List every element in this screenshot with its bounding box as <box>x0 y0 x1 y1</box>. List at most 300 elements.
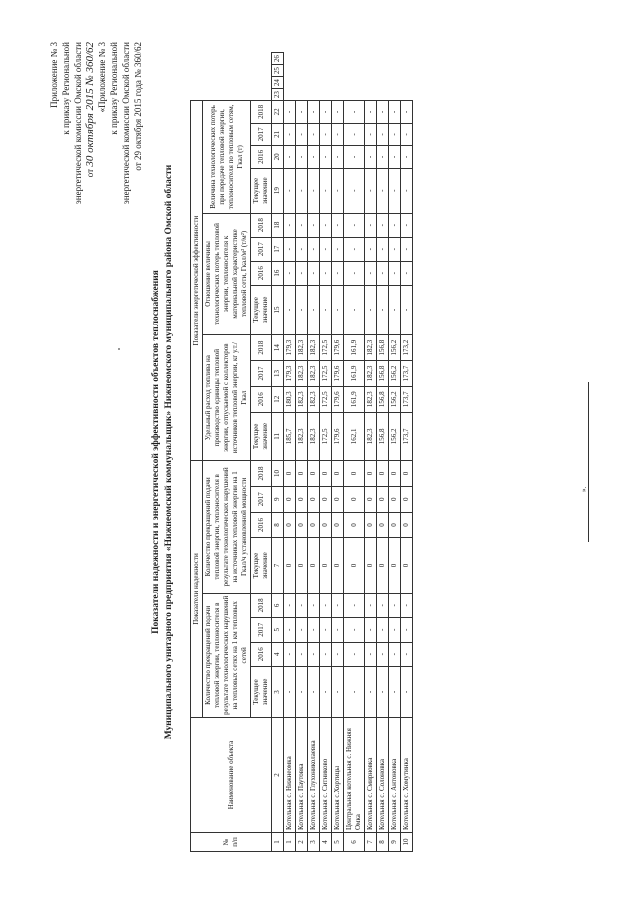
table-cell: 172,5 <box>320 361 332 387</box>
table-cell: - <box>308 593 320 617</box>
table-cell: - <box>332 101 344 124</box>
table-cell: - <box>401 123 413 146</box>
table-cell: - <box>296 593 308 617</box>
table-cell: 156,8 <box>377 386 389 412</box>
table-cell: - <box>320 146 332 169</box>
header-col-d: Отношение величины технологических потерь тепловой энергии, теплоносителя к материальной характеристике тепловой сети, Гкал/м² (т/м²) <box>203 213 251 335</box>
table-cell: - <box>377 213 389 237</box>
header-year: 2017 <box>251 361 272 387</box>
table-row <box>344 53 365 852</box>
table-cell: - <box>401 285 413 335</box>
header-object: Наименование объекта <box>191 718 272 833</box>
table-cell: - <box>389 146 401 169</box>
table-cell: - <box>332 213 344 237</box>
column-number: 13 <box>272 361 284 387</box>
table-cell: - <box>320 237 332 261</box>
table-cell: - <box>365 618 377 642</box>
table-cell: 0 <box>401 486 413 512</box>
table-cell: - <box>377 666 389 717</box>
table-cell: - <box>332 168 344 213</box>
table-cell: - <box>332 593 344 617</box>
table-cell: - <box>344 101 365 124</box>
table-cell: 156,2 <box>389 412 401 460</box>
table-cell: 173,7 <box>401 386 413 412</box>
table-cell: - <box>320 261 332 285</box>
table-cell: - <box>308 168 320 213</box>
table-cell: - <box>332 123 344 146</box>
table-cell: - <box>377 237 389 261</box>
row-object-name: Котельная с. Антоновка <box>389 718 401 833</box>
table-cell: - <box>389 666 401 717</box>
table-cell: 0 <box>308 538 320 593</box>
table-cell: - <box>332 237 344 261</box>
column-number: 3 <box>272 666 284 717</box>
header-year: 2016 <box>251 261 272 285</box>
column-number: 11 <box>272 412 284 460</box>
table-cell: 0 <box>308 512 320 538</box>
table-cell: 161,9 <box>344 386 365 412</box>
table-cell: - <box>389 285 401 335</box>
table-cell: - <box>377 101 389 124</box>
row-number: 8 <box>377 833 389 852</box>
table-cell: - <box>401 146 413 169</box>
table-cell: - <box>344 123 365 146</box>
table-cell: 0 <box>365 512 377 538</box>
table-cell: 182,3 <box>308 386 320 412</box>
document-title <box>150 32 176 872</box>
table-cell: 180,3 <box>284 386 296 412</box>
table-cell: - <box>344 237 365 261</box>
table-cell: - <box>284 261 296 285</box>
table-cell: 172,5 <box>320 412 332 460</box>
title-line: Показатели надежности и энергетической эффективности объектов теплоснабжения <box>151 270 161 634</box>
table-cell: - <box>320 666 332 717</box>
appendix-line: к приказу Региональной <box>61 42 71 135</box>
table-cell: - <box>320 618 332 642</box>
table-cell: 0 <box>389 512 401 538</box>
column-number-row <box>272 53 284 852</box>
table-cell: - <box>332 285 344 335</box>
table-cell: 0 <box>332 486 344 512</box>
header-year: 2018 <box>251 335 272 361</box>
table-cell: 0 <box>401 538 413 593</box>
table-cell: - <box>296 285 308 335</box>
header-reliability: Показатели надежности <box>191 461 203 718</box>
column-number: 22 <box>272 101 284 124</box>
table-cell: 0 <box>332 461 344 487</box>
table-cell: 0 <box>308 461 320 487</box>
table-cell: - <box>401 618 413 642</box>
table-cell: 0 <box>332 538 344 593</box>
table-cell: 0 <box>320 512 332 538</box>
table-cell: - <box>296 261 308 285</box>
header-year: 2016 <box>251 386 272 412</box>
table-cell: - <box>377 593 389 617</box>
table-cell: - <box>320 101 332 124</box>
table-cell: 179,3 <box>284 361 296 387</box>
table-cell: - <box>365 237 377 261</box>
header-col-c: Удельный расход топлива на производство единицы тепловой энергии, отпускаемой с коллекторов источников тепловой энергии, кг у.т./Гкал <box>203 335 251 461</box>
table-cell: - <box>389 237 401 261</box>
table-cell: - <box>389 593 401 617</box>
table-cell: - <box>401 237 413 261</box>
row-object-name: Котельная с. Глухониколаевка <box>308 718 320 833</box>
appendix-prefix: от <box>85 168 95 178</box>
table-cell: - <box>344 642 365 666</box>
header-year: 2016 <box>251 146 272 169</box>
table-cell: 161,9 <box>344 361 365 387</box>
table-cell: - <box>365 593 377 617</box>
table-cell: - <box>377 261 389 285</box>
header-year: 2018 <box>251 101 272 124</box>
table-cell: 0 <box>377 538 389 593</box>
column-number: 15 <box>272 285 284 335</box>
header-current: Текущее значение <box>251 666 272 717</box>
appendix-block <box>48 42 144 204</box>
table-cell: - <box>320 123 332 146</box>
table-cell: - <box>284 123 296 146</box>
table-cell: 0 <box>377 486 389 512</box>
row-object-name: Котельная с. Паутовка <box>296 718 308 833</box>
table-cell: 182,3 <box>308 412 320 460</box>
table-cell: 0 <box>320 538 332 593</box>
column-number: 23 <box>272 89 284 101</box>
table-cell: 182,3 <box>365 361 377 387</box>
table-cell: - <box>401 213 413 237</box>
table-cell: 0 <box>365 486 377 512</box>
column-number: 2 <box>272 718 284 833</box>
table-cell: - <box>296 666 308 717</box>
table-cell: - <box>344 666 365 717</box>
table-cell: 182,3 <box>296 412 308 460</box>
column-number: 14 <box>272 335 284 361</box>
row-object-name: Центральная котельная с. Нижняя Омка <box>344 718 365 833</box>
header-year: 2017 <box>251 237 272 261</box>
table-cell: - <box>377 285 389 335</box>
appendix-line: «Приложение № 3 <box>97 42 107 113</box>
row-number: 9 <box>389 833 401 852</box>
column-number: 21 <box>272 123 284 146</box>
table-row <box>308 53 320 852</box>
table-cell: - <box>344 168 365 213</box>
table-cell: - <box>377 618 389 642</box>
row-number: 5 <box>332 833 344 852</box>
header-year: 2018 <box>251 593 272 617</box>
appendix-line: к приказу Региональной <box>109 42 119 135</box>
table-cell: 182,3 <box>296 335 308 361</box>
table-cell: 0 <box>365 538 377 593</box>
table-cell: 179,3 <box>284 335 296 361</box>
title-line: Муниципального унитарного предприятия «Нижнеомский коммунальщик» Нижнеомского муниципального района Омской области <box>164 164 174 740</box>
column-number: 26 <box>272 53 284 65</box>
table-cell: - <box>365 101 377 124</box>
header-year: 2017 <box>251 618 272 642</box>
table-cell: - <box>344 146 365 169</box>
row-object-name: Котельная с. Смирновка <box>365 718 377 833</box>
table-cell: - <box>296 642 308 666</box>
handwritten-date: 30 октября 2015 № 360/62 <box>84 42 96 167</box>
table-cell: - <box>296 213 308 237</box>
table-cell: 0 <box>296 486 308 512</box>
column-number: 18 <box>272 213 284 237</box>
table-cell: - <box>401 593 413 617</box>
table-cell: - <box>401 168 413 213</box>
table-cell: 182,3 <box>296 386 308 412</box>
header-year: 2017 <box>251 123 272 146</box>
table-row <box>389 53 401 852</box>
column-number: 16 <box>272 261 284 285</box>
table-cell: 156,2 <box>389 335 401 361</box>
table-cell: - <box>365 213 377 237</box>
row-object-name: Котельная с.Хортицы <box>332 718 344 833</box>
table-cell: 173,2 <box>401 335 413 361</box>
table-cell: 0 <box>344 512 365 538</box>
table-cell: - <box>332 146 344 169</box>
appendix-line: от 29 октября 2015 года № 360/62 <box>133 42 143 171</box>
table-cell: 0 <box>284 538 296 593</box>
table-cell: - <box>389 168 401 213</box>
table-cell: - <box>284 168 296 213</box>
table-cell: - <box>296 618 308 642</box>
header-year: 2016 <box>251 512 272 538</box>
column-number: 12 <box>272 386 284 412</box>
table-cell: - <box>401 261 413 285</box>
table-row <box>320 53 332 852</box>
table-cell: 0 <box>284 486 296 512</box>
table-cell: 156,8 <box>377 412 389 460</box>
footer-rule <box>588 382 589 542</box>
column-number: 5 <box>272 618 284 642</box>
table-cell: - <box>377 642 389 666</box>
header-year: 2017 <box>251 486 272 512</box>
rotated-sheet <box>40 32 600 872</box>
table-cell: - <box>365 285 377 335</box>
column-number: 9 <box>272 486 284 512</box>
column-number: 20 <box>272 146 284 169</box>
table-cell: 161,9 <box>344 335 365 361</box>
row-number: 10 <box>401 833 413 852</box>
table-row <box>296 53 308 852</box>
table-cell: - <box>296 123 308 146</box>
table-cell: - <box>296 168 308 213</box>
header-current: Текущее значение <box>251 168 272 213</box>
table-row <box>401 53 413 852</box>
row-object-name: Котельная с. Нижнеомка <box>284 718 296 833</box>
table-cell: 179,6 <box>332 361 344 387</box>
table-cell: - <box>365 642 377 666</box>
header-year: 2018 <box>251 213 272 237</box>
table-cell: - <box>320 285 332 335</box>
table-cell: - <box>332 642 344 666</box>
table-cell: 0 <box>308 486 320 512</box>
row-object-name: Котельная с. Ситниково <box>320 718 332 833</box>
table-cell: - <box>308 146 320 169</box>
table-cell: 0 <box>284 512 296 538</box>
table-cell: - <box>401 642 413 666</box>
table-cell: - <box>389 261 401 285</box>
table-body <box>284 53 413 852</box>
table-cell: 182,3 <box>365 386 377 412</box>
table-cell: 0 <box>401 461 413 487</box>
table-cell: 173,7 <box>401 361 413 387</box>
row-number: 3 <box>308 833 320 852</box>
column-number: 19 <box>272 168 284 213</box>
table-cell: 0 <box>296 538 308 593</box>
table-cell: 172,5 <box>320 386 332 412</box>
table-cell: - <box>308 261 320 285</box>
row-number: 6 <box>344 833 365 852</box>
table-cell: 179,6 <box>332 386 344 412</box>
table-cell: - <box>308 618 320 642</box>
table-cell: - <box>296 101 308 124</box>
table-cell: 0 <box>344 538 365 593</box>
column-number: 17 <box>272 237 284 261</box>
table-cell: - <box>344 593 365 617</box>
header-year: 2018 <box>251 461 272 487</box>
table-cell: - <box>320 168 332 213</box>
table-cell: - <box>284 618 296 642</box>
table-cell: 0 <box>365 461 377 487</box>
table-cell: 172,5 <box>320 335 332 361</box>
table-cell: 182,3 <box>308 335 320 361</box>
table-cell: - <box>284 593 296 617</box>
table-cell: - <box>365 123 377 146</box>
table-cell: - <box>284 666 296 717</box>
table-cell: - <box>332 618 344 642</box>
table-cell: 0 <box>377 512 389 538</box>
table-cell: 0 <box>332 512 344 538</box>
table-row <box>284 53 296 852</box>
table-row <box>365 53 377 852</box>
table-cell: 182,3 <box>308 361 320 387</box>
footer-mark: ». <box>580 486 588 492</box>
table-cell: - <box>308 101 320 124</box>
row-number: 4 <box>320 833 332 852</box>
table-cell: 156,8 <box>377 335 389 361</box>
column-number: 6 <box>272 593 284 617</box>
table-cell: 0 <box>344 461 365 487</box>
row-number: 2 <box>296 833 308 852</box>
header-current: Текущее значение <box>251 412 272 460</box>
appendix-line: энергетической комиссии Омской области <box>121 42 131 205</box>
table-cell: - <box>284 642 296 666</box>
table-cell: 173,7 <box>401 412 413 460</box>
table-cell: - <box>365 261 377 285</box>
table-cell: - <box>308 213 320 237</box>
appendix-date-line <box>84 42 96 204</box>
table-cell: - <box>284 146 296 169</box>
table-cell: - <box>308 285 320 335</box>
column-number: 4 <box>272 642 284 666</box>
table-cell: - <box>308 237 320 261</box>
table-cell: - <box>365 146 377 169</box>
table-cell: - <box>284 213 296 237</box>
table-cell: - <box>377 146 389 169</box>
table-cell: 0 <box>389 538 401 593</box>
table-cell: 0 <box>377 461 389 487</box>
header-num: № п/п <box>191 833 272 852</box>
table-cell: 0 <box>296 461 308 487</box>
table-cell: - <box>308 642 320 666</box>
row-object-name: Котельная с. Хомутинка <box>401 718 413 833</box>
header-current: Текущее значение <box>251 285 272 335</box>
header-current: Текущее значение <box>251 538 272 593</box>
table-cell: - <box>296 146 308 169</box>
table-cell: - <box>332 666 344 717</box>
table-cell: - <box>401 666 413 717</box>
table-cell: 0 <box>389 486 401 512</box>
table-cell: - <box>377 123 389 146</box>
appendix-line: энергетической комиссии Омской области <box>73 42 83 205</box>
table-cell: - <box>308 123 320 146</box>
indicators-table <box>190 52 413 852</box>
table-cell: - <box>389 642 401 666</box>
header-col-a: Количество прекращений подачи тепловой энергии, теплоносителя в результате технологических нарушений на тепловых сетях на 1 км тепловых сетей <box>203 593 251 717</box>
table-cell: - <box>284 285 296 335</box>
table-cell: - <box>332 261 344 285</box>
row-number: 7 <box>365 833 377 852</box>
column-number: 8 <box>272 512 284 538</box>
table-cell: 162,1 <box>344 412 365 460</box>
row-number: 1 <box>284 833 296 852</box>
table-cell: 0 <box>320 486 332 512</box>
table-cell: 0 <box>344 486 365 512</box>
table-row <box>377 53 389 852</box>
table-cell: 156,2 <box>389 361 401 387</box>
table-cell: 0 <box>401 512 413 538</box>
table-cell: 179,6 <box>332 412 344 460</box>
table-cell: 0 <box>296 512 308 538</box>
table-cell: - <box>389 101 401 124</box>
column-number: 1 <box>272 833 284 852</box>
table-row <box>332 53 344 852</box>
table-cell: - <box>344 213 365 237</box>
table-cell: - <box>284 237 296 261</box>
table-cell: - <box>389 123 401 146</box>
table-cell: - <box>344 285 365 335</box>
table-cell: - <box>365 666 377 717</box>
table-cell: 156,2 <box>389 386 401 412</box>
table-cell: 0 <box>389 461 401 487</box>
table-cell: - <box>401 101 413 124</box>
table-cell: - <box>320 642 332 666</box>
table-cell: - <box>389 213 401 237</box>
table-cell: 0 <box>320 461 332 487</box>
table-cell: 182,3 <box>365 412 377 460</box>
header-efficiency: Показатели энергетической эффективности <box>191 101 203 461</box>
table-cell: - <box>320 213 332 237</box>
appendix-line: Приложение № 3 <box>49 42 59 108</box>
table-cell: - <box>308 666 320 717</box>
table-cell: - <box>365 168 377 213</box>
header-col-b: Количество прекращений подачи тепловой энергии, теплоносителя в результате технологических нарушений на источниках тепловой энергии на 1 Гкал/ч установленной мощности <box>203 461 251 594</box>
row-object-name: Котельная с. Солоновка <box>377 718 389 833</box>
table-cell: - <box>320 593 332 617</box>
table-cell: 179,6 <box>332 335 344 361</box>
column-number: 25 <box>272 65 284 77</box>
table-cell: - <box>296 237 308 261</box>
table-cell: 185,7 <box>284 412 296 460</box>
table-cell: - <box>284 101 296 124</box>
table-cell: - <box>344 261 365 285</box>
table-cell: 182,3 <box>365 335 377 361</box>
table-cell: 0 <box>284 461 296 487</box>
table-cell: - <box>377 168 389 213</box>
header-year: 2016 <box>251 642 272 666</box>
header-col-e: Величина технологических потерь при передаче тепловой энергии, теплоносителя по тепловым сетям, Гкал (т) <box>203 101 251 214</box>
column-number: 10 <box>272 461 284 487</box>
table-cell: - <box>344 618 365 642</box>
